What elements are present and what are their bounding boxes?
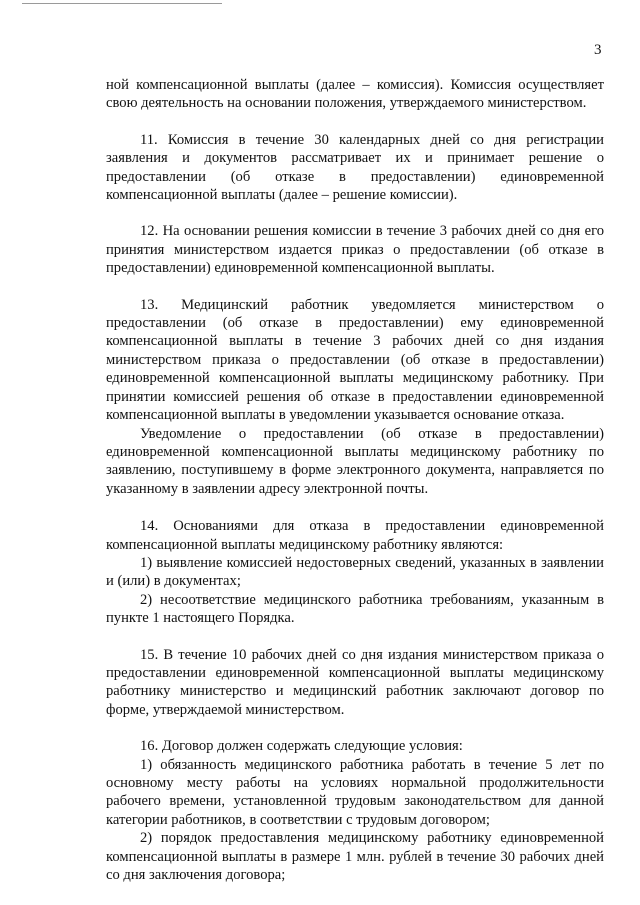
paragraph-item-14-sub-2: 2) несоответствие медицинского работника требованиям, указанным в пункте 1 настоящего Порядка.: [106, 591, 604, 627]
paragraph-item-14: 14. Основаниями для отказа в предоставлении единовременной компенсационной выплаты медицинскому работнику являются:: [106, 518, 604, 553]
page-number: 3: [594, 42, 602, 58]
paragraph-notification: Уведомление о предоставлении (об отказе в предоставлении) единовременной компенсационной выплаты медицинскому работнику по заявлению, поступившему в форме электронного документа, направляется по указанному в заявлении адресу электронной почты.: [106, 425, 604, 497]
paragraph-item-16-sub-1: 1) обязанность медицинского работника работать в течение 5 лет по основному месту работы на условиях нормальной продолжительности рабочего времени, установленной трудовым законодательством для данной категории работников, в соответствии с трудовым договором;: [106, 756, 604, 828]
paragraph-item-15: 15. В течение 10 рабочих дней со дня издания министерством приказа о предоставлении единовременной компенсационной выплаты медицинскому работнику министерство и медицинский работник заключают договор по форме, утверждаемой министерством.: [106, 646, 604, 718]
paragraph-continuation: ной компенсационной выплаты (далее – комиссия). Комиссия осуществляет свою деятельность на основании положения, утверждаемого министерством.: [106, 77, 604, 112]
paragraph-item-16-sub-2: 2) порядок предоставления медицинскому работнику единовременной компенсационной выплаты в размере 1 млн. рублей в течение 30 рабочих дней со дня заключения договора;: [106, 830, 604, 884]
paragraph-item-11: 11. Комиссия в течение 30 календарных дней со дня регистрации заявления и документов рассматривает их и принимает решение о предоставлении (об отказе в предоставлении) единовременной компенсационной выплаты (далее – решение комиссии).: [106, 131, 604, 204]
paragraph-item-14-sub-1: 1) выявление комиссией недостоверных сведений, указанных в заявлении и (или) в документах;: [106, 554, 604, 590]
paragraph-item-13: 13. Медицинский работник уведомляется министерством о предоставлении (об отказе в предоставлении) ему единовременной компенсационной выплаты в течение 3 рабочих дней со дня издания министерством приказа о предоставлении (об отказе в предоставлении) единовременной компенсационной выплаты медицинскому работнику. При принятии комиссией решения об отказе в предоставлении единовременной компенсационной выплаты в уведомлении указывается основание отказа.: [106, 296, 604, 424]
paragraph-item-16: 16. Договор должен содержать следующие условия:: [140, 738, 463, 755]
paragraph-item-12: 12. На основании решения комиссии в течение 3 рабочих дней со дня его принятия министерством издается приказ о предоставлении (об отказе в предоставлении) единовременной компенсационной выплаты.: [106, 223, 604, 277]
document-body: [106, 76, 604, 884]
scan-edge-line: [22, 3, 222, 4]
